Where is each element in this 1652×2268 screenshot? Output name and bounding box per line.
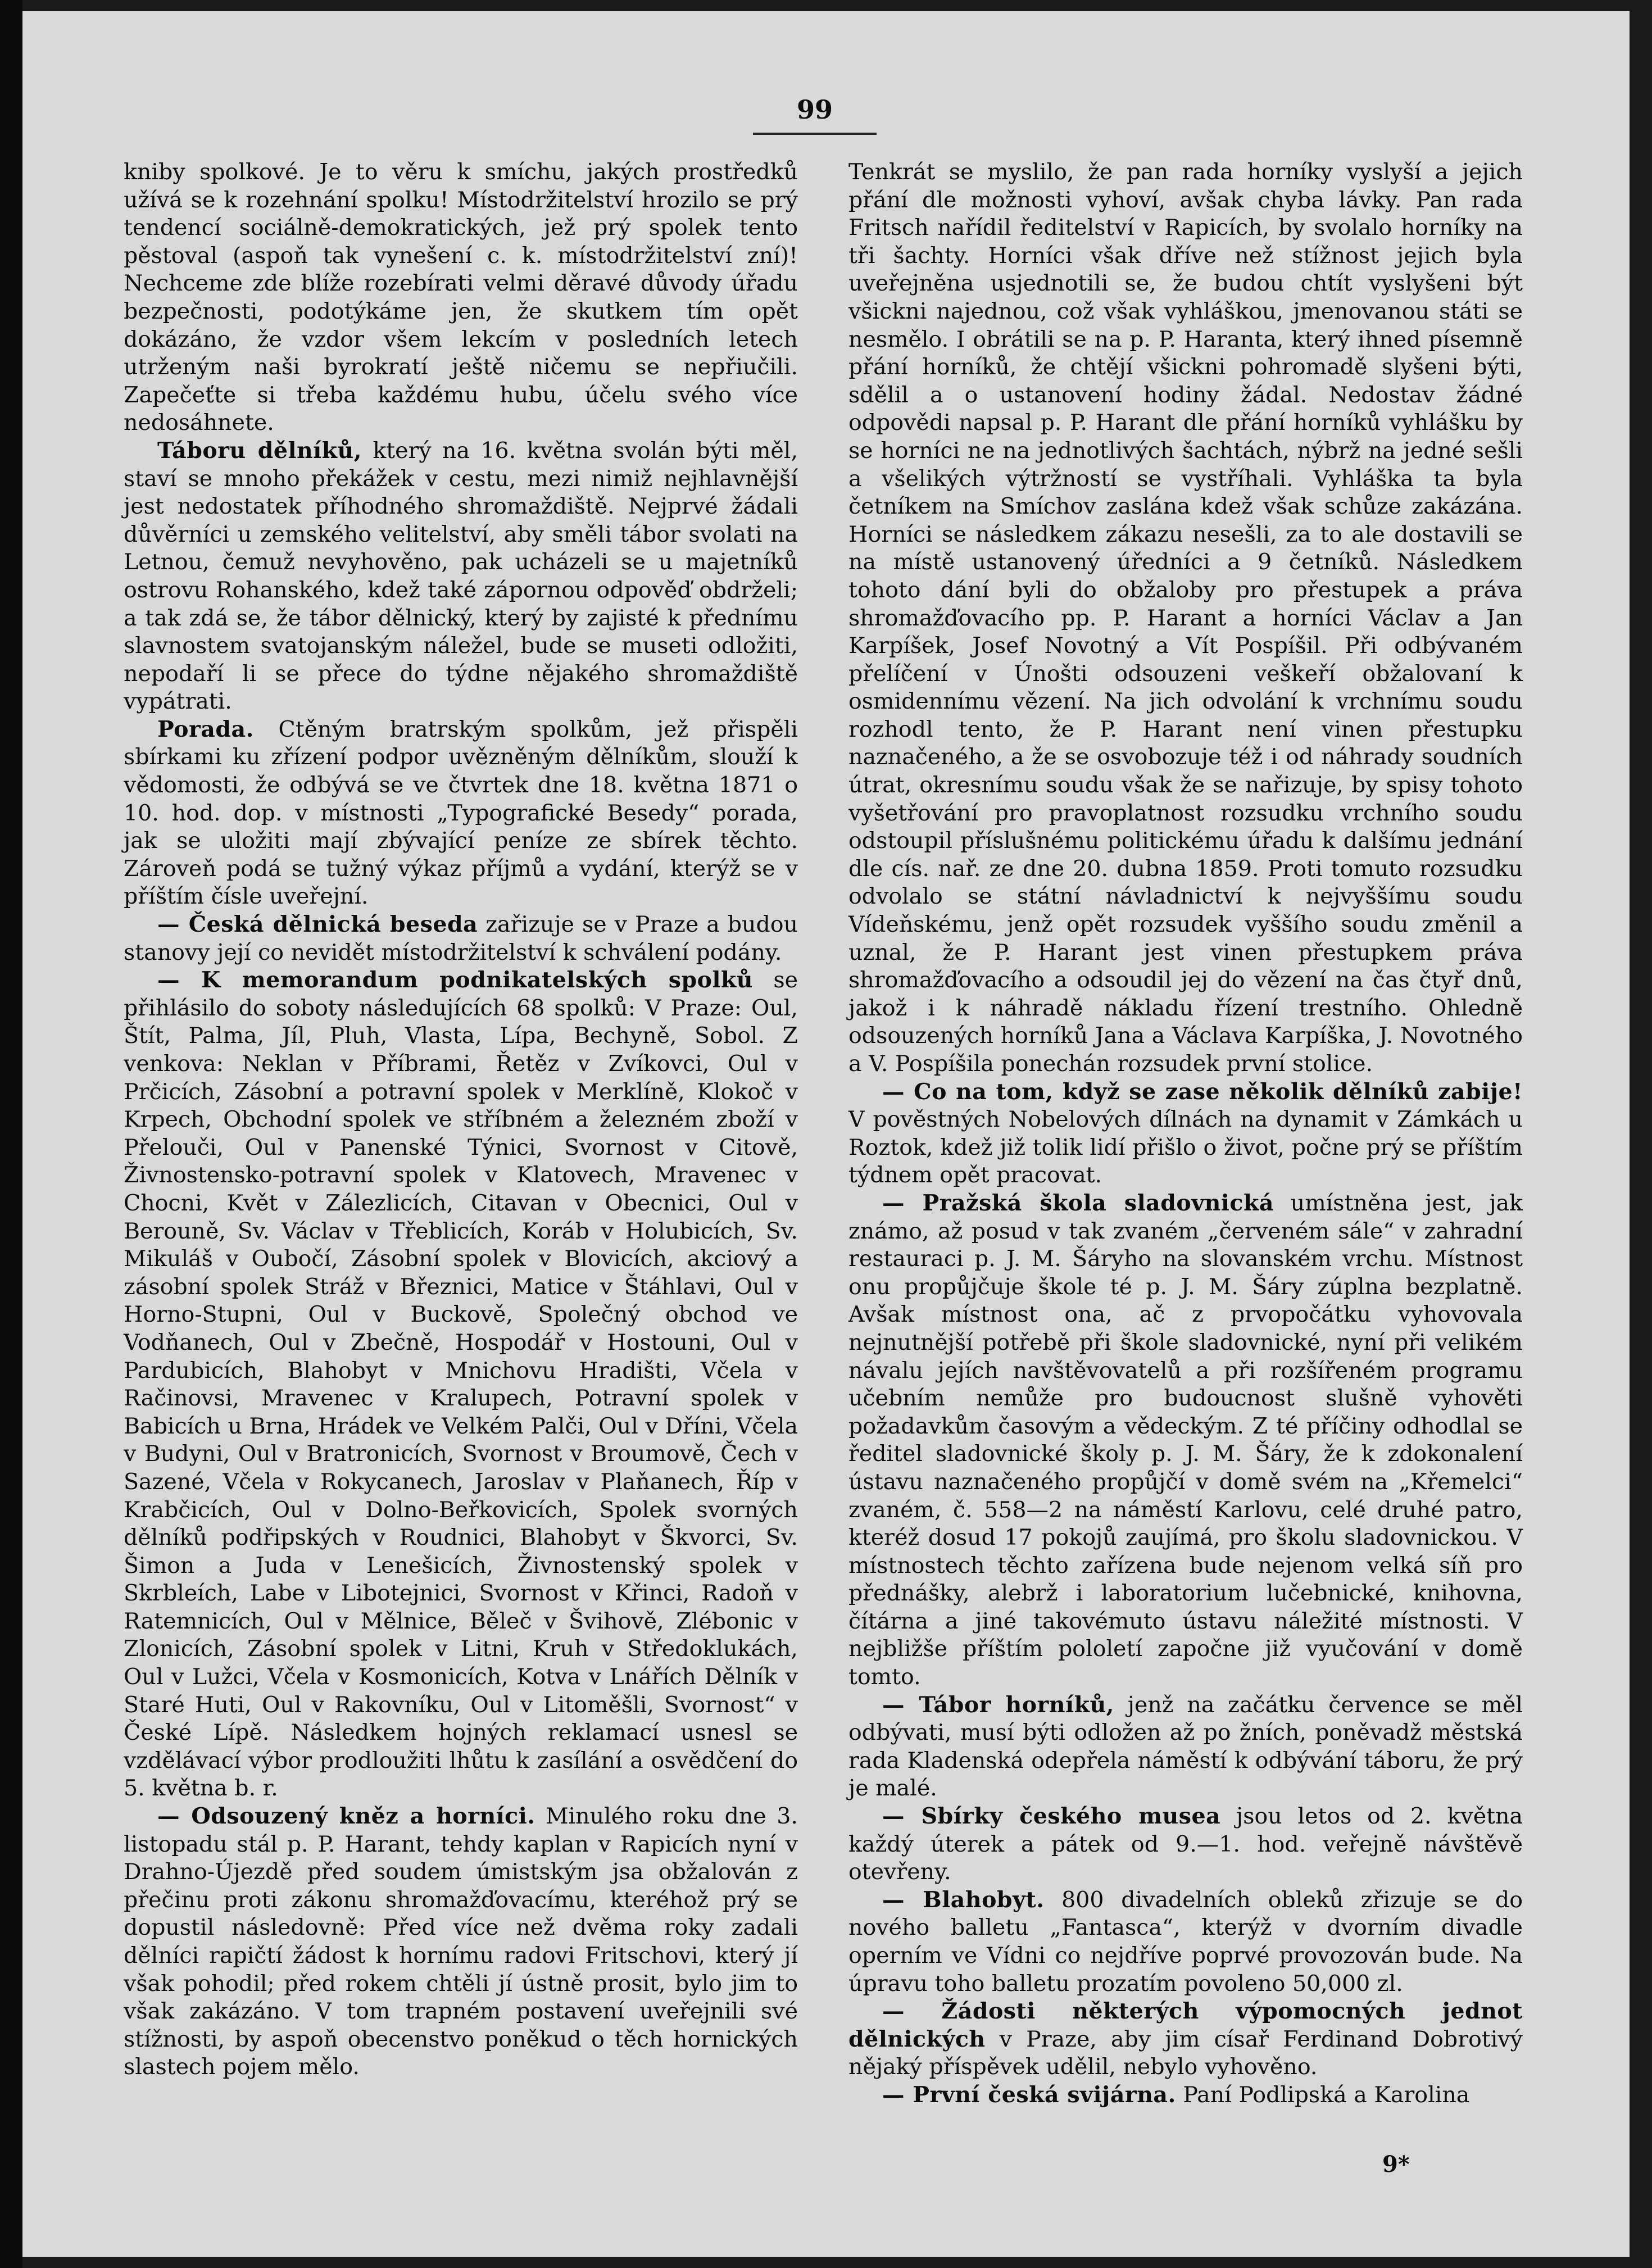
paragraph-text: zařizuje se v Praze a budou stanovy její co nevidět místodržitelství k schválení podány.	[124, 911, 798, 965]
paragraph-text: v Praze, aby jim císař Ferdinand Dobrotivý nějaký příspěvek udělil, nebylo vyhověno.	[848, 2026, 1523, 2080]
paragraph-text: se přihlásilo do soboty následujících 68 spolků: V Praze: Oul, Štít, Palma, Jíl, Pluh, Vlasta, Lípa, Bechyně, Sobol. Z venkova: Neklan v Příbrami, Řetěz v Zvíkovci, Oul v Prčicích, Zásobní a potravní spolek v Merklíně, Klokoč v Krpech, Obchodní spolek ve stříbném a železném zboží v Přelouči, Oul v Panenské Týnici, Svornost v Citově, Živnostensko-potravní spolek v Klatovech, Mravenec v Chocni, Květ v Zálezlicích, Citavan v Obecnici, Oul v Berouně, Sv. Václav v Třeblicích, Koráb v Holubicích, Sv. Mikuláš v Oubočí, Zásobní spolek v Blovicích, akciový a zásobní spolek Stráž v Březnici, Matice v Štáhlavi, Oul v Horno-Stupni, Oul v Buckově, Společný obchod ve Vodňanech, Oul v Zbečně, Hospodář v Hostouni, Oul v Pardubicích, Blahobyt v Mnichovu Hradišti, Včela v Račinovsi, Mravenec v Kralupech, Potravní spolek v Babicích u Brna, Hrádek ve Velkém Palči, Oul v Dříni, Včela v Budyni, Oul v Bratronicích, Svornost v Broumově, Čech v Sazené, Včela v Rokycanech, Jaroslav v Plaňanech, Říp v Krabčicích, Oul v Dolno-Beřkovicích, Spolek svorných dělníků podřipských v Roudnici, Blahobyt v Škvorci, Sv. Šimon a Juda v Lenešicích, Živnostenský spolek v Skrbleích, Labe v Libotejnici, Svornost v Křinci, Radoň v Ratemnicích, Oul v Mělnice, Běleč v Švihově, Zlébonic v Zlonicích, Zásobní spolek v Litni, Kruh v Středoklukách, Oul v Lužci, Včela v Kosmonicích, Kotva v Lnářích Dělník v Staré Huti, Oul v Rakovníku, Oul v Litoměšli, Svornost“ v České Lípě. Následkem hojných reklamací usnesl se vzdělávací výbor prodloužiti lhůtu k zasílání a osvědčení do 5. května b. r.	[124, 967, 798, 1802]
paragraph-heading: — Co na tom, když se zase několik dělníků zabije!	[882, 1078, 1523, 1105]
paragraph-text: Tenkrát se myslilo, že pan rada horníky vyslyší a jejich přání dle možnosti vyhoví, avšak chyba lávky. Pan rada Fritsch nařídil ředitelství v Rapicích, by svolalo horníky na tři šachty. Horníci však dříve než stížnost jejich byla uveřejněna usjednotili se, že budou chtít vyslyšeni být všickni najednou, což však vyhláškou, jmenovanou státi se nesmělo. I obrátili se na p. P. Haranta, který ihned písemně přání horníků, že chtějí všickni pohromadě slyšeni býti, sdělil a o ustanovení hodiny žádal. Nedostav žádné odpovědi napsal p. P. Harant dle přání horníků vyhlášku by se horníci ne na jednotlivých šachtách, nýbrž na jedné sešli a všelikých výtržností se vystříhali. Vyhláška ta byla četníkem na Smíchov zaslána kdež však schůze zakázána. Horníci se následkem zákazu nesešli, za to ale dostavili se na místě ustanovený úředníci a 9 četníků. Následkem tohoto dání byli do obžaloby pro přestupek a práva shromažďovacího pp. P. Harant a horníci Václav a Jan Karpíšek, Josef Novotný a Vít Pospíšil. Při odbývaném přelíčení v Únošti odsouzeni veškeří obžalovaní k osmidennímu vězení. Na jich odvolání k vrchnímu soudu rozhodl tento, že P. Harant není vinen přestupku naznačeného, a že se osvobozuje též i od náhrady soudních útrat, okresnímu soudu však že se nařizuje, by spisy tohoto vyšetřování pro pravoplatnost rozsudku vrchního soudu odstoupil příslušnému politickému úřadu k dalšímu jednání dle cís. nař. ze dne 20. dubna 1859. Proti tomuto rozsudku odvolalo se státní návladnictví k nejvyššímu soudu Vídeňskému, jenž opět rozsudek vyššího soudu změnil a uznal, že P. Harant jest vinen přestupkem práva shromažďovacího a odsoudil jej do vězení na čas čtyř dnů, jakož i k náhradě nákladu řízení trestního. Ohledně odsouzených horníků Jana a Václava Karpíška, J. Novotného a V. Pospíšila ponechán rozsudek první stolice.	[848, 159, 1523, 1077]
left-paragraph	[124, 967, 798, 1803]
paragraph-text: jsou letos od 2. května každý úterek a pátek od 9.—1. hod. veřejně návštěvě otevřeny.	[848, 1803, 1523, 1885]
right-column	[848, 158, 1523, 2110]
paragraph-heading: — Tábor horníků,	[882, 1691, 1114, 1718]
right-paragraph	[848, 1078, 1523, 1190]
paragraph-text: V pověstných Nobelových dílnách na dynamit v Zámkách u Roztok, kdež již tolik lidí přišlo o život, počne prý se příštím týdnem opět pracovat.	[848, 1106, 1523, 1189]
paragraph-text: kniby spolkové. Je to věru k smíchu, jakých prostředků užívá se k rozehnání spolku! Místodržitelství hrozilo se prý tendencí sociálně-demokratických, jež prý spolek tento pěstoval (aspoň tak vynešení c. k. místodržitelství zní)! Nechceme zde blíže rozebírati velmi děravé důvody úřadu bezpečnosti, podotýkáme jen, že skutkem tím opět dokázáno, že vzdor všem lekcím v posledních letech utrženým naši byrokratí ještě ničemu se nepřiučili. Zapečeťte si třeba každému hubu, účelu svého více nedosáhnete.	[124, 159, 798, 436]
paragraph-text: jenž na začátku července se měl odbývati, musí býti odložen až po žních, poněvadž městská rada Kladenská odepřela náměstí k odbývání táboru, že prý je malé.	[848, 1691, 1523, 1802]
signature-mark: 9*	[1382, 2151, 1410, 2178]
paragraph-heading: — Sbírky českého musea	[882, 1803, 1221, 1830]
left-column	[124, 158, 798, 2081]
paragraph-heading: Táboru dělníků,	[157, 437, 362, 464]
right-paragraph	[848, 1190, 1523, 1691]
paragraph-text: 800 divadelních obleků zřizuje se do nového balletu „Fantasca“, kterýž v dvorním divadle operním ve Vídni co nejdříve poprvé provozován bude. Na úpravu toho balletu prozatím povoleno 50,000 zl.	[848, 1886, 1523, 1997]
paragraph-heading: — Blahobyt.	[882, 1886, 1045, 1913]
left-paragraph	[124, 911, 798, 967]
left-paragraph	[124, 716, 798, 911]
scan-border	[0, 0, 22, 2268]
paragraph-heading: — K memorandum podnikatelských spolků	[157, 967, 754, 994]
header-rule	[753, 133, 877, 135]
paragraph-heading: Porada.	[157, 716, 254, 742]
paragraph-text: umístněna jest, jak známo, až posud v tak zvaném „červeném sále“ v zahradní restauraci p. J. M. Šáryho na slovanském vrchu. Místnost onu propůjčuje škole té p. J. M. Šáry zúplna bezplatně. Avšak místnost ona, ač z prvopočátku vyhovovala nejnutnější potřebě při škole sladovnické, nyní při velikém návalu jejích navštěvovatelů a při rozšířeném programu učebním nemůže pro budoucnost slušně vyhověti požadavkům časovým a vědeckým. Z té příčiny odhodlal se ředitel sladovnické školy p. J. M. Šáry, že k zdokonalení ústavu naznačeného propůjčí v domě svém na „Křemelci“ zvaném, č. 558—2 na náměstí Karlovu, celé druhé patro, kteréž dosud 17 pokojů zaujímá, pro školu sladovnickou. V místnostech těchto zařízena bude nejenom velká síň pro přednášky, alebrž i laboratorium lučebnické, knihovna, čítárna a jiné takovémuto ústavu náležité místnosti. V nejbližše příštím pololetí započne již vyučování v domě tomto.	[848, 1190, 1523, 1690]
paragraph-text: Ctěným bratrským spolkům, jež přispěli sbírkami ku zřízení podpor uvězněným dělníkům, slouží k vědomosti, že odbývá se ve čtvrtek dne 18. května 1871 o 10. hod. dop. v místnosti „Typografické Besedy“ porada, jak se uložiti mají zbývající peníze ze sbírek těchto. Zároveň podá se tužný výkaz příjmů a vydání, kterýž se v příštím čísle uveřejní.	[124, 716, 798, 910]
left-paragraph	[124, 1803, 798, 2081]
left-paragraph	[124, 437, 798, 716]
right-paragraph	[848, 2081, 1523, 2110]
paragraph-text: Minulého roku dne 3. listopadu stál p. P. Harant, tehdy kaplan v Rapicích nyní v Drahno-Újezdě před soudem úmistským jsa obžalován z přečinu proti zákonu shromažďovacímu, kteréhož prý se dopustil následovně: Před více než dvěma roky zadali dělníci rapičtí žádost k hornímu radovi Fritschovi, který jí však pohodil; před rokem chtěli jí ústně prosit, bylo jim to však zakázáno. V tom trapném postavení uveřejnili své stížnosti, by aspoň obecenstvo poněkud o těch hornických slastech pojem mělo.	[124, 1803, 798, 2080]
paragraph-heading: — Česká dělnická beseda	[157, 911, 478, 938]
paragraph-text: který na 16. května svolán býti měl, staví se mnoho překážek v cestu, mezi nimiž nejhlavnější jest nedostatek příhodného shromaždiště. Nejprvé žádali důvěrníci u zemského velitelství, aby směli tábor svolati na Letnou, čemuž nevyhověno, pak ucházeli se u majetníků ostrovu Rohanského, kdež také zápornou odpověď obdrželi; a tak zdá se, že tábor dělnický, který by zajisté k přednímu slavnostem svatojanským náležel, bude se museti odložiti, nepodaří li se přece do týdne nějakého shromaždiště vypátrati.	[124, 437, 798, 715]
right-paragraph	[848, 1998, 1523, 2081]
newspaper-page	[22, 11, 1630, 2257]
right-paragraph	[848, 1886, 1523, 1998]
paragraph-heading: — První česká svijárna.	[882, 2081, 1176, 2108]
paragraph-heading: — Žádosti některých výpomocných jednot dělnických	[848, 1998, 1523, 2052]
paragraph-heading: — Pražská škola sladovnická	[882, 1190, 1274, 1216]
left-paragraph	[124, 158, 798, 437]
page-number: 99	[796, 94, 833, 125]
right-paragraph	[848, 1803, 1523, 1886]
right-paragraph	[848, 158, 1523, 1078]
right-paragraph	[848, 1691, 1523, 1803]
paragraph-text: Paní Podlipská a Karolina	[1176, 2081, 1470, 2108]
paragraph-heading: — Odsouzený kněz a horníci.	[157, 1803, 535, 1830]
